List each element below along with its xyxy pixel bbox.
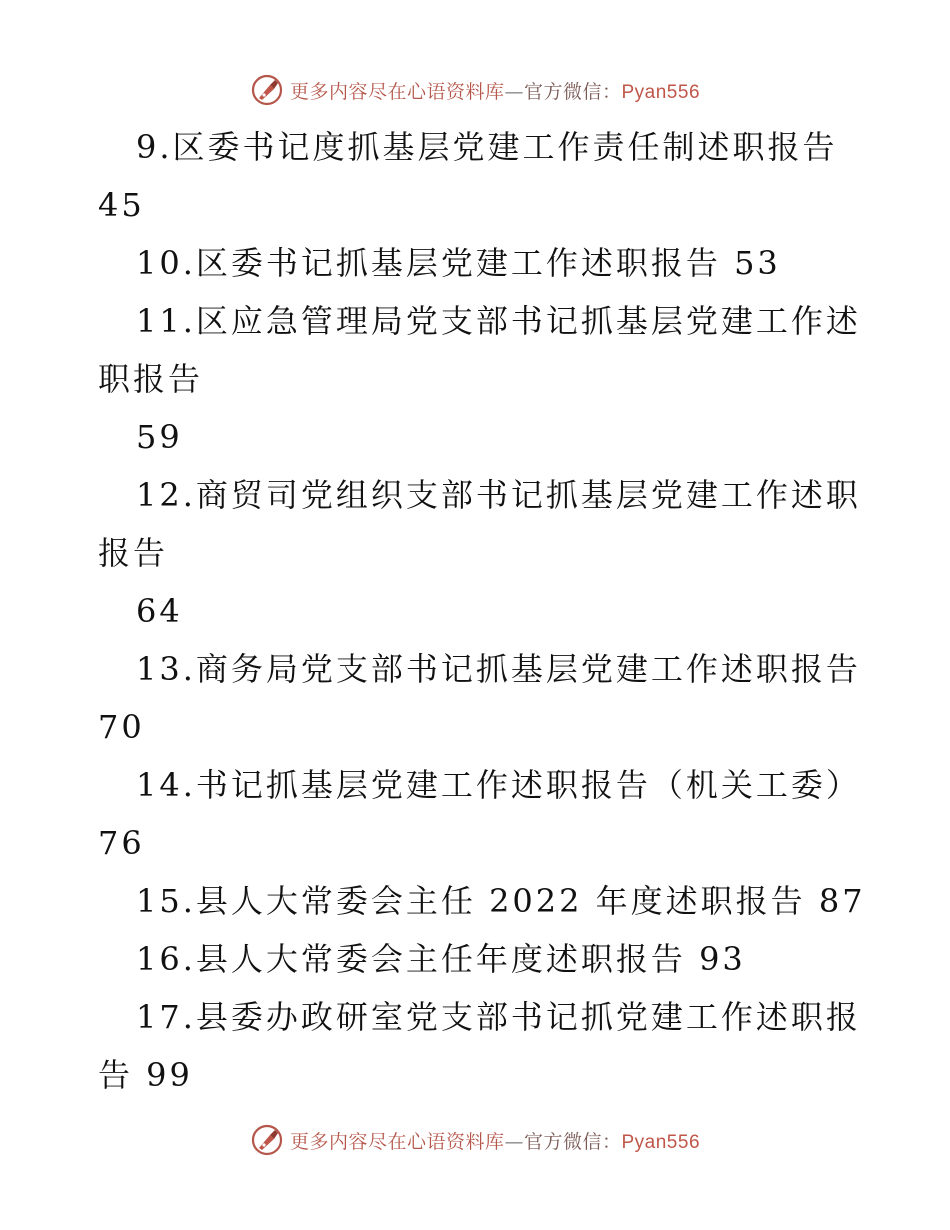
- pen-nib-logo-icon: [250, 1123, 284, 1157]
- toc-entry-10: 10.区委书记抓基层党建工作述职报告 53: [136, 244, 781, 282]
- toc-entry-12: 12.商贸司党组织支部书记抓基层党建工作述职: [136, 476, 861, 514]
- toc-entry-11: 11.区应急管理局党支部书记抓基层党建工作述: [136, 302, 861, 340]
- toc-page-number: 70: [98, 708, 145, 746]
- watermark-group: [250, 1123, 700, 1157]
- watermark-group: [250, 73, 700, 107]
- watermark-wechat-label: 官方微信：: [523, 80, 622, 103]
- toc-entry-15: 15.县人大常委会主任 2022 年度述职报告 87: [136, 882, 866, 920]
- toc-entry-17: 17.县委办政研室党支部书记抓党建工作述职报: [136, 998, 861, 1036]
- toc-entry-continuation: 报告: [98, 534, 169, 572]
- toc-page-number: 45: [98, 186, 145, 224]
- toc-entry-continuation: 告 99: [98, 1056, 193, 1094]
- watermark-site-text: 更多内容尽在心语资料库: [289, 1130, 505, 1153]
- watermark-wechat-id: Pyan556: [621, 1131, 701, 1153]
- header-watermark: [0, 70, 950, 110]
- toc-page-number: 59: [136, 418, 183, 456]
- watermark-wechat-id: Pyan556: [621, 81, 701, 103]
- watermark-wechat-label: 官方微信：: [523, 1130, 622, 1153]
- watermark-site-text: 更多内容尽在心语资料库: [289, 80, 505, 103]
- watermark-text: [290, 1127, 700, 1154]
- watermark-text: [290, 77, 700, 104]
- toc-page-number: 76: [98, 824, 145, 862]
- watermark-separator: —: [504, 80, 524, 103]
- watermark-separator: —: [504, 1130, 524, 1153]
- pen-nib-logo-icon: [250, 73, 284, 107]
- toc-entry-13: 13.商务局党支部书记抓基层党建工作述职报告: [136, 650, 861, 688]
- toc-entry-14: 14.书记抓基层党建工作述职报告（机关工委）: [136, 766, 861, 804]
- toc-entry-continuation: 职报告: [98, 360, 204, 398]
- toc-entry-16: 16.县人大常委会主任年度述职报告 93: [136, 940, 746, 978]
- footer-watermark: [0, 1120, 950, 1160]
- toc-entry-9: 9.区委书记度抓基层党建工作责任制述职报告: [136, 128, 838, 166]
- toc-list: [98, 118, 866, 1104]
- toc-page-number: 64: [136, 592, 183, 630]
